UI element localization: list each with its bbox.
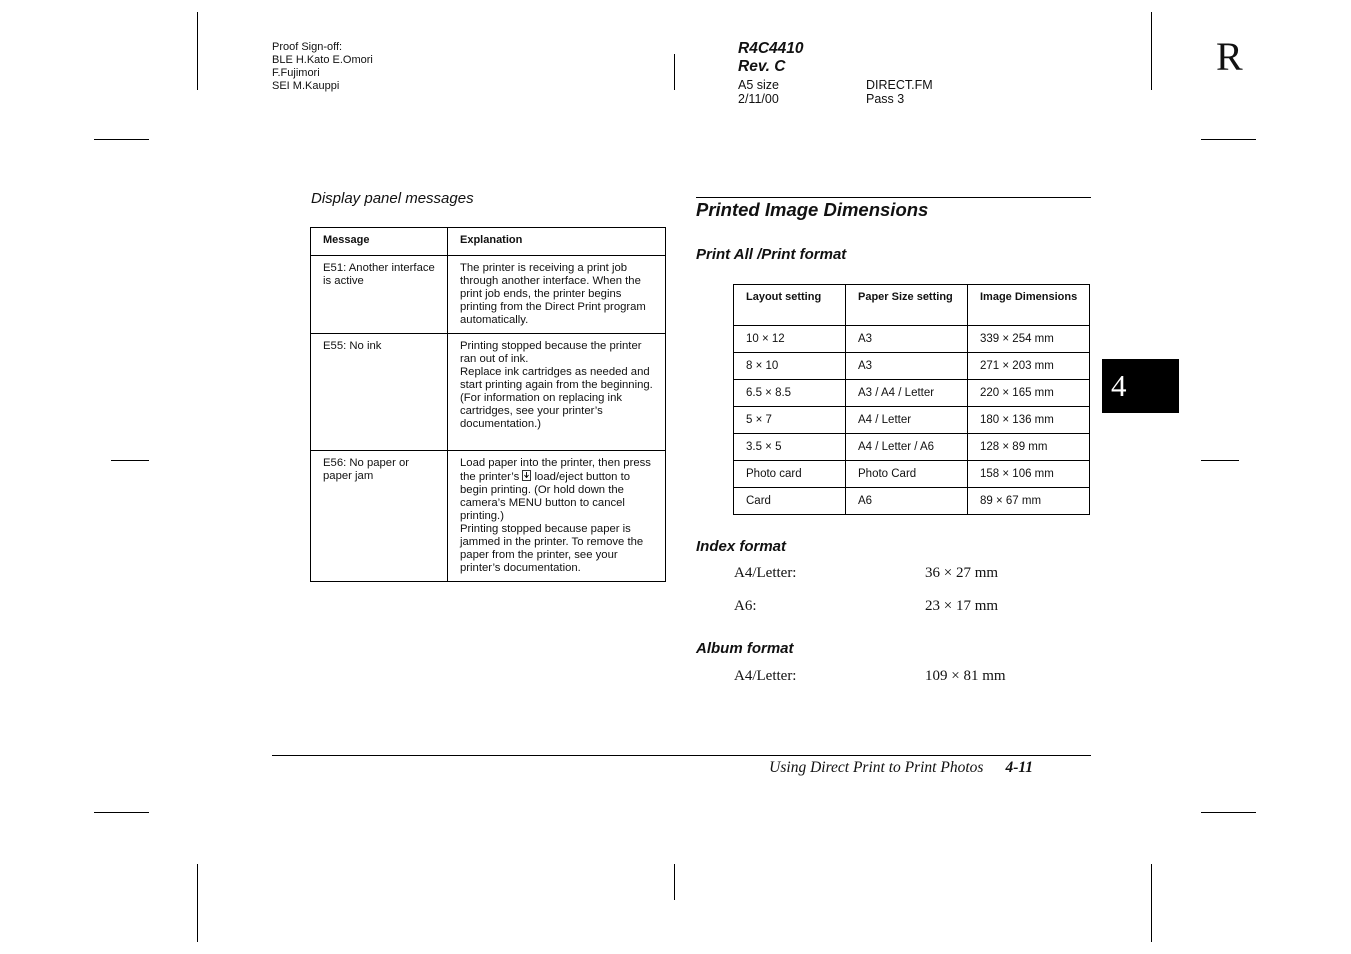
table-row <box>311 256 666 334</box>
dimensions-cell: 339 × 254 mm <box>968 326 1090 353</box>
column-header: Message <box>311 228 448 256</box>
column-header: Image Dimensions <box>968 285 1090 326</box>
chapter-tab <box>1102 359 1179 413</box>
pass: Pass 3 <box>866 92 905 106</box>
crop-mark <box>1151 864 1152 942</box>
proof-line: F.Fujimori <box>272 67 320 79</box>
running-title: Using Direct Print to Print Photos <box>769 759 984 776</box>
subsection-title: Index format <box>696 538 787 555</box>
paper-size-cell: A3 <box>846 326 968 353</box>
explanation-text: The printer is receiving a print job through another interface. When the print job ends, the printer begins printing from the Direct Print program automatically. <box>460 262 646 326</box>
explanation-text: Printing stopped because paper is jammed in the printer. To remove the paper from the printer, see your printer’s documentation. <box>460 523 644 574</box>
dimensions-cell: 180 × 136 mm <box>968 407 1090 434</box>
crop-mark <box>1201 460 1239 461</box>
table-row <box>734 461 1090 488</box>
layout-cell: 6.5 × 8.5 <box>734 380 846 407</box>
explanation-cell <box>448 334 666 451</box>
paper-size-cell: A4 / Letter <box>846 407 968 434</box>
layout-cell: Photo card <box>734 461 846 488</box>
crop-mark <box>111 460 149 461</box>
column-header: Explanation <box>448 228 666 256</box>
explanation-text: (For information on replacing ink cartridges, see your printer’s documentation.) <box>460 392 622 430</box>
proof-line: SEI M.Kauppi <box>272 80 340 92</box>
layout-cell: 10 × 12 <box>734 326 846 353</box>
model-code: R4C4410 <box>738 40 804 57</box>
paper-size-cell: Photo Card <box>846 461 968 488</box>
section-title: Printed Image Dimensions <box>696 199 929 220</box>
load-eject-button-icon <box>522 470 531 481</box>
table-caption: Display panel messages <box>311 190 474 207</box>
subsection-title: Print All /Print format <box>696 246 847 263</box>
dimensions-cell: 220 × 165 mm <box>968 380 1090 407</box>
corner-letter: R <box>1216 34 1243 79</box>
dimensions-cell: 89 × 67 mm <box>968 488 1090 515</box>
table-row <box>734 488 1090 515</box>
section-rule <box>696 197 1091 198</box>
table-row <box>734 326 1090 353</box>
paper-size-cell: A4 / Letter / A6 <box>846 434 968 461</box>
table-row <box>311 334 666 451</box>
explanation-text-post: load/eject button to begin printing. (Or hold down the camera’s MENU button to cancel printing.) <box>460 471 630 522</box>
crop-mark <box>197 12 198 90</box>
crop-mark <box>1151 12 1152 90</box>
message-cell: E55: No ink <box>311 334 448 451</box>
file-name: DIRECT.FM <box>866 78 933 92</box>
column-header: Layout setting <box>734 285 846 326</box>
explanation-text: Replace ink cartridges as needed and start printing again from the beginning. <box>460 366 653 391</box>
chapter-number: 4 <box>1111 368 1127 403</box>
index-format-label: A4/Letter: <box>734 565 797 581</box>
message-cell: E51: Another interface is active <box>311 256 448 334</box>
proof-line: BLE H.Kato E.Omori <box>272 54 373 66</box>
index-format-value: 23 × 17 mm <box>925 598 999 614</box>
explanation-text <box>460 457 659 523</box>
table-header-row <box>311 228 666 256</box>
album-format-label: A4/Letter: <box>734 668 797 684</box>
print-format-table <box>733 284 1090 515</box>
index-format-label: A6: <box>734 598 757 614</box>
crop-mark <box>1201 139 1256 140</box>
crop-mark <box>94 139 149 140</box>
running-footer <box>769 759 1033 777</box>
crop-mark <box>674 54 675 90</box>
date: 2/11/00 <box>738 92 779 106</box>
table-row <box>734 380 1090 407</box>
explanation-cell <box>448 451 666 582</box>
layout-cell: Card <box>734 488 846 515</box>
paper-size-cell: A3 <box>846 353 968 380</box>
table-row <box>734 434 1090 461</box>
dimensions-cell: 271 × 203 mm <box>968 353 1090 380</box>
table-row <box>311 451 666 582</box>
album-format-value: 109 × 81 mm <box>925 668 1006 684</box>
display-messages-table <box>310 227 666 582</box>
subsection-title: Album format <box>696 640 794 657</box>
revision: Rev. C <box>738 58 786 75</box>
explanation-text-pre: Load paper into the printer, then press the printer’s <box>460 457 651 483</box>
layout-cell: 5 × 7 <box>734 407 846 434</box>
explanation-cell <box>448 256 666 334</box>
index-format-value: 36 × 27 mm <box>925 565 999 581</box>
paper-size: A5 size <box>738 78 779 92</box>
dimensions-cell: 128 × 89 mm <box>968 434 1090 461</box>
paper-size-cell: A3 / A4 / Letter <box>846 380 968 407</box>
footer-rule <box>272 755 1091 756</box>
message-cell: E56: No paper or paper jam <box>311 451 448 582</box>
page-number: 4-11 <box>1005 759 1033 776</box>
table-row <box>734 353 1090 380</box>
model-code-block <box>738 40 804 76</box>
column-header: Paper Size setting <box>846 285 968 326</box>
proof-line: Proof Sign-off: <box>272 41 343 53</box>
table-row <box>734 407 1090 434</box>
explanation-text: Printing stopped because the printer ran out of ink. <box>460 340 642 365</box>
dimensions-cell: 158 × 106 mm <box>968 461 1090 488</box>
table-header-row <box>734 285 1090 326</box>
crop-mark <box>1201 812 1256 813</box>
proof-signoff <box>272 41 373 93</box>
paper-size-cell: A6 <box>846 488 968 515</box>
crop-mark <box>674 864 675 900</box>
layout-cell: 3.5 × 5 <box>734 434 846 461</box>
crop-mark <box>94 812 149 813</box>
crop-mark <box>197 864 198 942</box>
layout-cell: 8 × 10 <box>734 353 846 380</box>
